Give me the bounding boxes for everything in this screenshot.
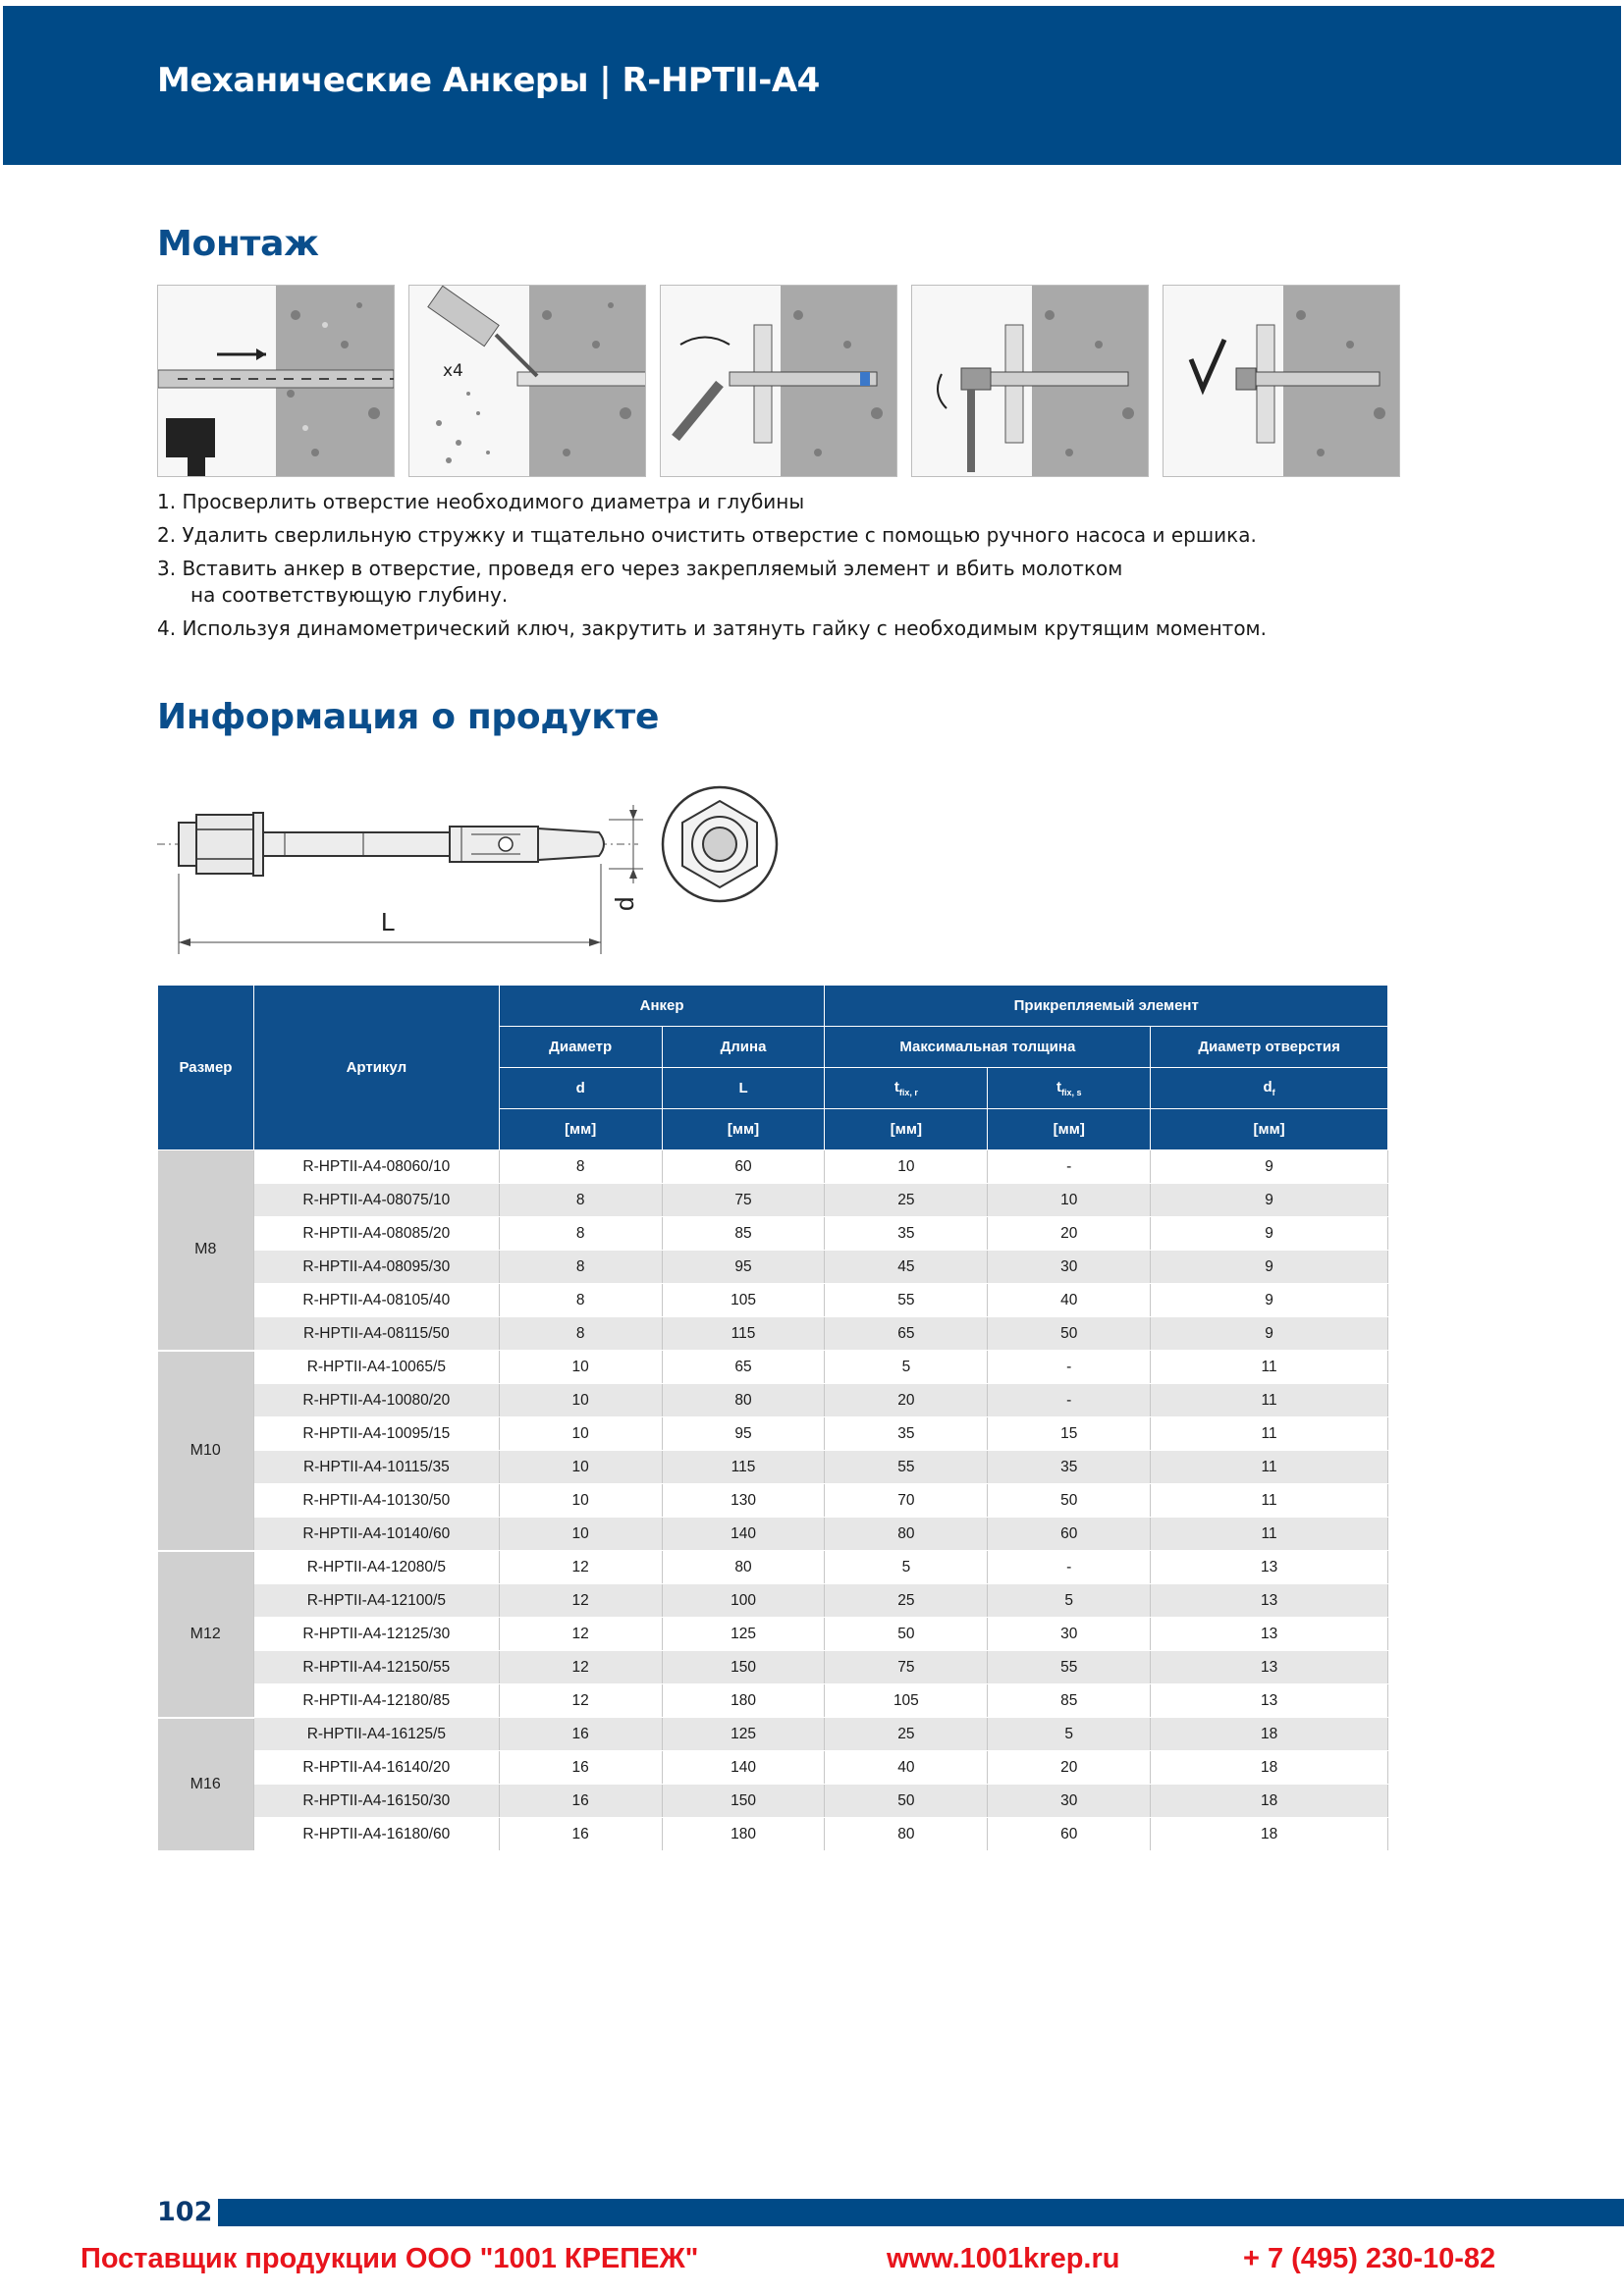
table-row [158,1684,1388,1718]
article-cell: R-HPTII-A4-08085/20 [253,1217,499,1251]
hole-diameter-cell: 18 [1151,1718,1388,1751]
table-row [158,1417,1388,1451]
length-cell: 105 [662,1284,825,1317]
product-section-title: Информация о продукте [157,697,660,737]
length-cell: 75 [662,1184,825,1217]
symbol-L: L [662,1068,825,1109]
article-cell: R-HPTII-A4-08075/10 [253,1184,499,1217]
article-cell: R-HPTII-A4-12080/5 [253,1551,499,1584]
size-group-cell: M12 [158,1551,254,1718]
page-title: Механические Анкеры | R-HPTII-A4 [157,61,820,100]
table-row [158,1818,1388,1851]
diameter-cell: 12 [499,1684,662,1718]
product-spec-table [157,985,1388,1852]
tfix-r-cell: 105 [825,1684,988,1718]
diameter-cell: 12 [499,1651,662,1684]
unit-mm: [мм] [499,1109,662,1150]
column-header-length: Длина [662,1027,825,1068]
length-cell: 180 [662,1818,825,1851]
table-row [158,1551,1388,1584]
unit-mm: [мм] [988,1109,1151,1150]
tfix-r-cell: 65 [825,1317,988,1351]
length-cell: 150 [662,1785,825,1818]
symbol-tfix-r: $t_{fix, r}$ [825,1068,988,1109]
tfix-s-cell: 85 [988,1684,1151,1718]
article-cell: R-HPTII-A4-12100/5 [253,1584,499,1618]
length-cell: 130 [662,1484,825,1518]
length-cell: 65 [662,1351,825,1384]
step-4-tighten-image [911,285,1149,477]
step-5-done-image [1163,285,1400,477]
article-cell: R-HPTII-A4-12150/55 [253,1651,499,1684]
diameter-cell: 8 [499,1217,662,1251]
diameter-cell: 8 [499,1317,662,1351]
tfix-s-cell: - [988,1384,1151,1417]
length-cell: 95 [662,1417,825,1451]
column-header-article: Артикул [253,986,499,1150]
diameter-label: d [610,896,639,911]
tfix-r-cell: 5 [825,1551,988,1584]
hole-diameter-cell: 13 [1151,1551,1388,1584]
tfix-r-cell: 55 [825,1284,988,1317]
tfix-r-cell: 35 [825,1417,988,1451]
diameter-cell: 12 [499,1618,662,1651]
article-cell: R-HPTII-A4-10130/50 [253,1484,499,1518]
tfix-s-cell: - [988,1551,1151,1584]
diameter-cell: 12 [499,1551,662,1584]
length-cell: 115 [662,1451,825,1484]
article-cell: R-HPTII-A4-16125/5 [253,1718,499,1751]
table-row [158,1284,1388,1317]
hole-diameter-cell: 11 [1151,1451,1388,1484]
hole-diameter-cell: 13 [1151,1618,1388,1651]
page-number: 102 [157,2197,213,2227]
spec-table-body [158,1150,1388,1851]
footer-bar [218,2199,1624,2226]
table-row [158,1618,1388,1651]
tfix-r-cell: 5 [825,1351,988,1384]
tfix-s-cell: 50 [988,1317,1151,1351]
length-cell: 150 [662,1651,825,1684]
article-cell: R-HPTII-A4-12125/30 [253,1618,499,1651]
article-cell: R-HPTII-A4-16140/20 [253,1751,499,1785]
size-group-cell: M16 [158,1718,254,1851]
anchor-dimension-diagram [147,775,785,967]
tfix-r-cell: 50 [825,1618,988,1651]
article-cell: R-HPTII-A4-16180/60 [253,1818,499,1851]
length-cell: 60 [662,1150,825,1184]
diameter-cell: 16 [499,1785,662,1818]
hole-diameter-cell: 9 [1151,1317,1388,1351]
diameter-cell: 10 [499,1451,662,1484]
diameter-cell: 16 [499,1751,662,1785]
tfix-r-cell: 80 [825,1518,988,1551]
tfix-s-cell: 20 [988,1217,1151,1251]
table-row [158,1651,1388,1684]
hole-diameter-cell: 11 [1151,1484,1388,1518]
diameter-cell: 10 [499,1384,662,1417]
hole-diameter-cell: 18 [1151,1818,1388,1851]
table-row [158,1384,1388,1417]
step-1-drill-image [157,285,395,477]
table-row [158,1150,1388,1184]
instruction-step-2: 2. Удалить сверлильную стружку и тщательно очистить отверстие с помощью ручного насоса и ершика. [157,523,1257,547]
instruction-step-1: 1. Просверлить отверстие необходимого диаметра и глубины [157,490,805,513]
tfix-s-cell: 20 [988,1751,1151,1785]
website-link[interactable]: www.1001krep.ru [887,2243,1120,2274]
size-group-cell: M8 [158,1150,254,1351]
hole-diameter-cell: 13 [1151,1584,1388,1618]
tfix-s-cell: 60 [988,1518,1151,1551]
hole-diameter-cell: 11 [1151,1384,1388,1417]
diameter-cell: 10 [499,1351,662,1384]
hole-diameter-cell: 13 [1151,1651,1388,1684]
length-cell: 85 [662,1217,825,1251]
tfix-s-cell: 55 [988,1651,1151,1684]
length-cell: 95 [662,1251,825,1284]
length-cell: 100 [662,1584,825,1618]
step-2-clean-image [408,285,646,477]
hole-diameter-cell: 11 [1151,1417,1388,1451]
table-row [158,1751,1388,1785]
article-cell: R-HPTII-A4-08060/10 [253,1150,499,1184]
unit-mm: [мм] [1151,1109,1388,1150]
tfix-r-cell: 25 [825,1184,988,1217]
symbol-df: $d_f$ [1151,1068,1388,1109]
table-row [158,1317,1388,1351]
diameter-cell: 16 [499,1818,662,1851]
hole-diameter-cell: 18 [1151,1785,1388,1818]
tfix-r-cell: 10 [825,1150,988,1184]
tfix-r-cell: 35 [825,1217,988,1251]
diameter-cell: 8 [499,1284,662,1317]
unit-mm: [мм] [825,1109,988,1150]
phone-number: + 7 (495) 230-10-82 [1243,2243,1496,2274]
unit-mm: [мм] [662,1109,825,1150]
tfix-s-cell: 60 [988,1818,1151,1851]
length-cell: 115 [662,1317,825,1351]
column-header-size: Размер [158,986,254,1150]
table-row [158,1785,1388,1818]
hole-diameter-cell: 11 [1151,1518,1388,1551]
x4-label: x4 [443,361,463,381]
article-cell: R-HPTII-A4-10065/5 [253,1351,499,1384]
length-cell: 140 [662,1518,825,1551]
symbol-d: d [499,1068,662,1109]
size-group-cell: M10 [158,1351,254,1551]
symbol-tfix-s: $t_{fix, s}$ [988,1068,1151,1109]
tfix-r-cell: 25 [825,1718,988,1751]
page-header [0,0,1624,167]
column-group-anchor: Анкер [499,986,825,1027]
diameter-cell: 16 [499,1718,662,1751]
article-cell: R-HPTII-A4-10095/15 [253,1417,499,1451]
column-header-max-thickness: Максимальная толщина [825,1027,1151,1068]
column-header-hole-diameter: Диаметр отверстия [1151,1027,1388,1068]
tfix-r-cell: 50 [825,1785,988,1818]
tfix-r-cell: 45 [825,1251,988,1284]
hole-diameter-cell: 9 [1151,1284,1388,1317]
tfix-s-cell: 35 [988,1451,1151,1484]
tfix-s-cell: - [988,1351,1151,1384]
hole-diameter-cell: 11 [1151,1351,1388,1384]
article-cell: R-HPTII-A4-10140/60 [253,1518,499,1551]
tfix-r-cell: 40 [825,1751,988,1785]
diameter-cell: 8 [499,1184,662,1217]
instruction-step-3-continued: на соответствующую глубину. [190,583,509,607]
tfix-r-cell: 75 [825,1651,988,1684]
table-row [158,1518,1388,1551]
tfix-s-cell: 30 [988,1618,1151,1651]
table-row [158,1484,1388,1518]
mounting-section-title: Монтаж [157,224,319,264]
hole-diameter-cell: 9 [1151,1251,1388,1284]
hole-diameter-cell: 9 [1151,1184,1388,1217]
tfix-s-cell: 5 [988,1584,1151,1618]
tfix-r-cell: 20 [825,1384,988,1417]
table-row [158,1718,1388,1751]
tfix-s-cell: 30 [988,1251,1151,1284]
article-cell: R-HPTII-A4-08115/50 [253,1317,499,1351]
hole-diameter-cell: 9 [1151,1217,1388,1251]
diameter-cell: 10 [499,1518,662,1551]
diameter-cell: 8 [499,1251,662,1284]
length-cell: 125 [662,1718,825,1751]
tfix-s-cell: 30 [988,1785,1151,1818]
column-header-diameter: Диаметр [499,1027,662,1068]
tfix-s-cell: 40 [988,1284,1151,1317]
article-cell: R-HPTII-A4-08105/40 [253,1284,499,1317]
tfix-r-cell: 25 [825,1584,988,1618]
tfix-s-cell: 5 [988,1718,1151,1751]
table-row [158,1217,1388,1251]
tfix-s-cell: 50 [988,1484,1151,1518]
instruction-step-3: 3. Вставить анкер в отверстие, проведя его через закрепляемый элемент и вбить молотком [157,557,1123,580]
tfix-r-cell: 70 [825,1484,988,1518]
hole-diameter-cell: 9 [1151,1150,1388,1184]
table-row [158,1251,1388,1284]
diameter-cell: 12 [499,1584,662,1618]
table-row [158,1184,1388,1217]
step-3-insert-image [660,285,897,477]
article-cell: R-HPTII-A4-10080/20 [253,1384,499,1417]
length-cell: 180 [662,1684,825,1718]
diameter-cell: 10 [499,1484,662,1518]
table-row [158,1451,1388,1484]
table-row [158,1584,1388,1618]
tfix-r-cell: 80 [825,1818,988,1851]
length-cell: 80 [662,1384,825,1417]
tfix-r-cell: 55 [825,1451,988,1484]
article-cell: R-HPTII-A4-10115/35 [253,1451,499,1484]
tfix-s-cell: - [988,1150,1151,1184]
tfix-s-cell: 15 [988,1417,1151,1451]
length-cell: 125 [662,1618,825,1651]
table-row [158,1351,1388,1384]
article-cell: R-HPTII-A4-16150/30 [253,1785,499,1818]
instruction-step-4: 4. Используя динамометрический ключ, закрутить и затянуть гайку с необходимым крутящим моментом. [157,616,1267,640]
article-cell: R-HPTII-A4-12180/85 [253,1684,499,1718]
diameter-cell: 8 [499,1150,662,1184]
mounting-instructions [157,489,1434,649]
article-cell: R-HPTII-A4-08095/30 [253,1251,499,1284]
hole-diameter-cell: 18 [1151,1751,1388,1785]
supplier-text: Поставщик продукции ООО "1001 КРЕПЕЖ" [81,2243,699,2274]
column-group-attached-element: Прикрепляемый элемент [825,986,1388,1027]
length-cell: 140 [662,1751,825,1785]
length-cell: 80 [662,1551,825,1584]
length-label: L [381,907,396,936]
diameter-cell: 10 [499,1417,662,1451]
mounting-steps-illustrations [157,285,1404,477]
hole-diameter-cell: 13 [1151,1684,1388,1718]
tfix-s-cell: 10 [988,1184,1151,1217]
